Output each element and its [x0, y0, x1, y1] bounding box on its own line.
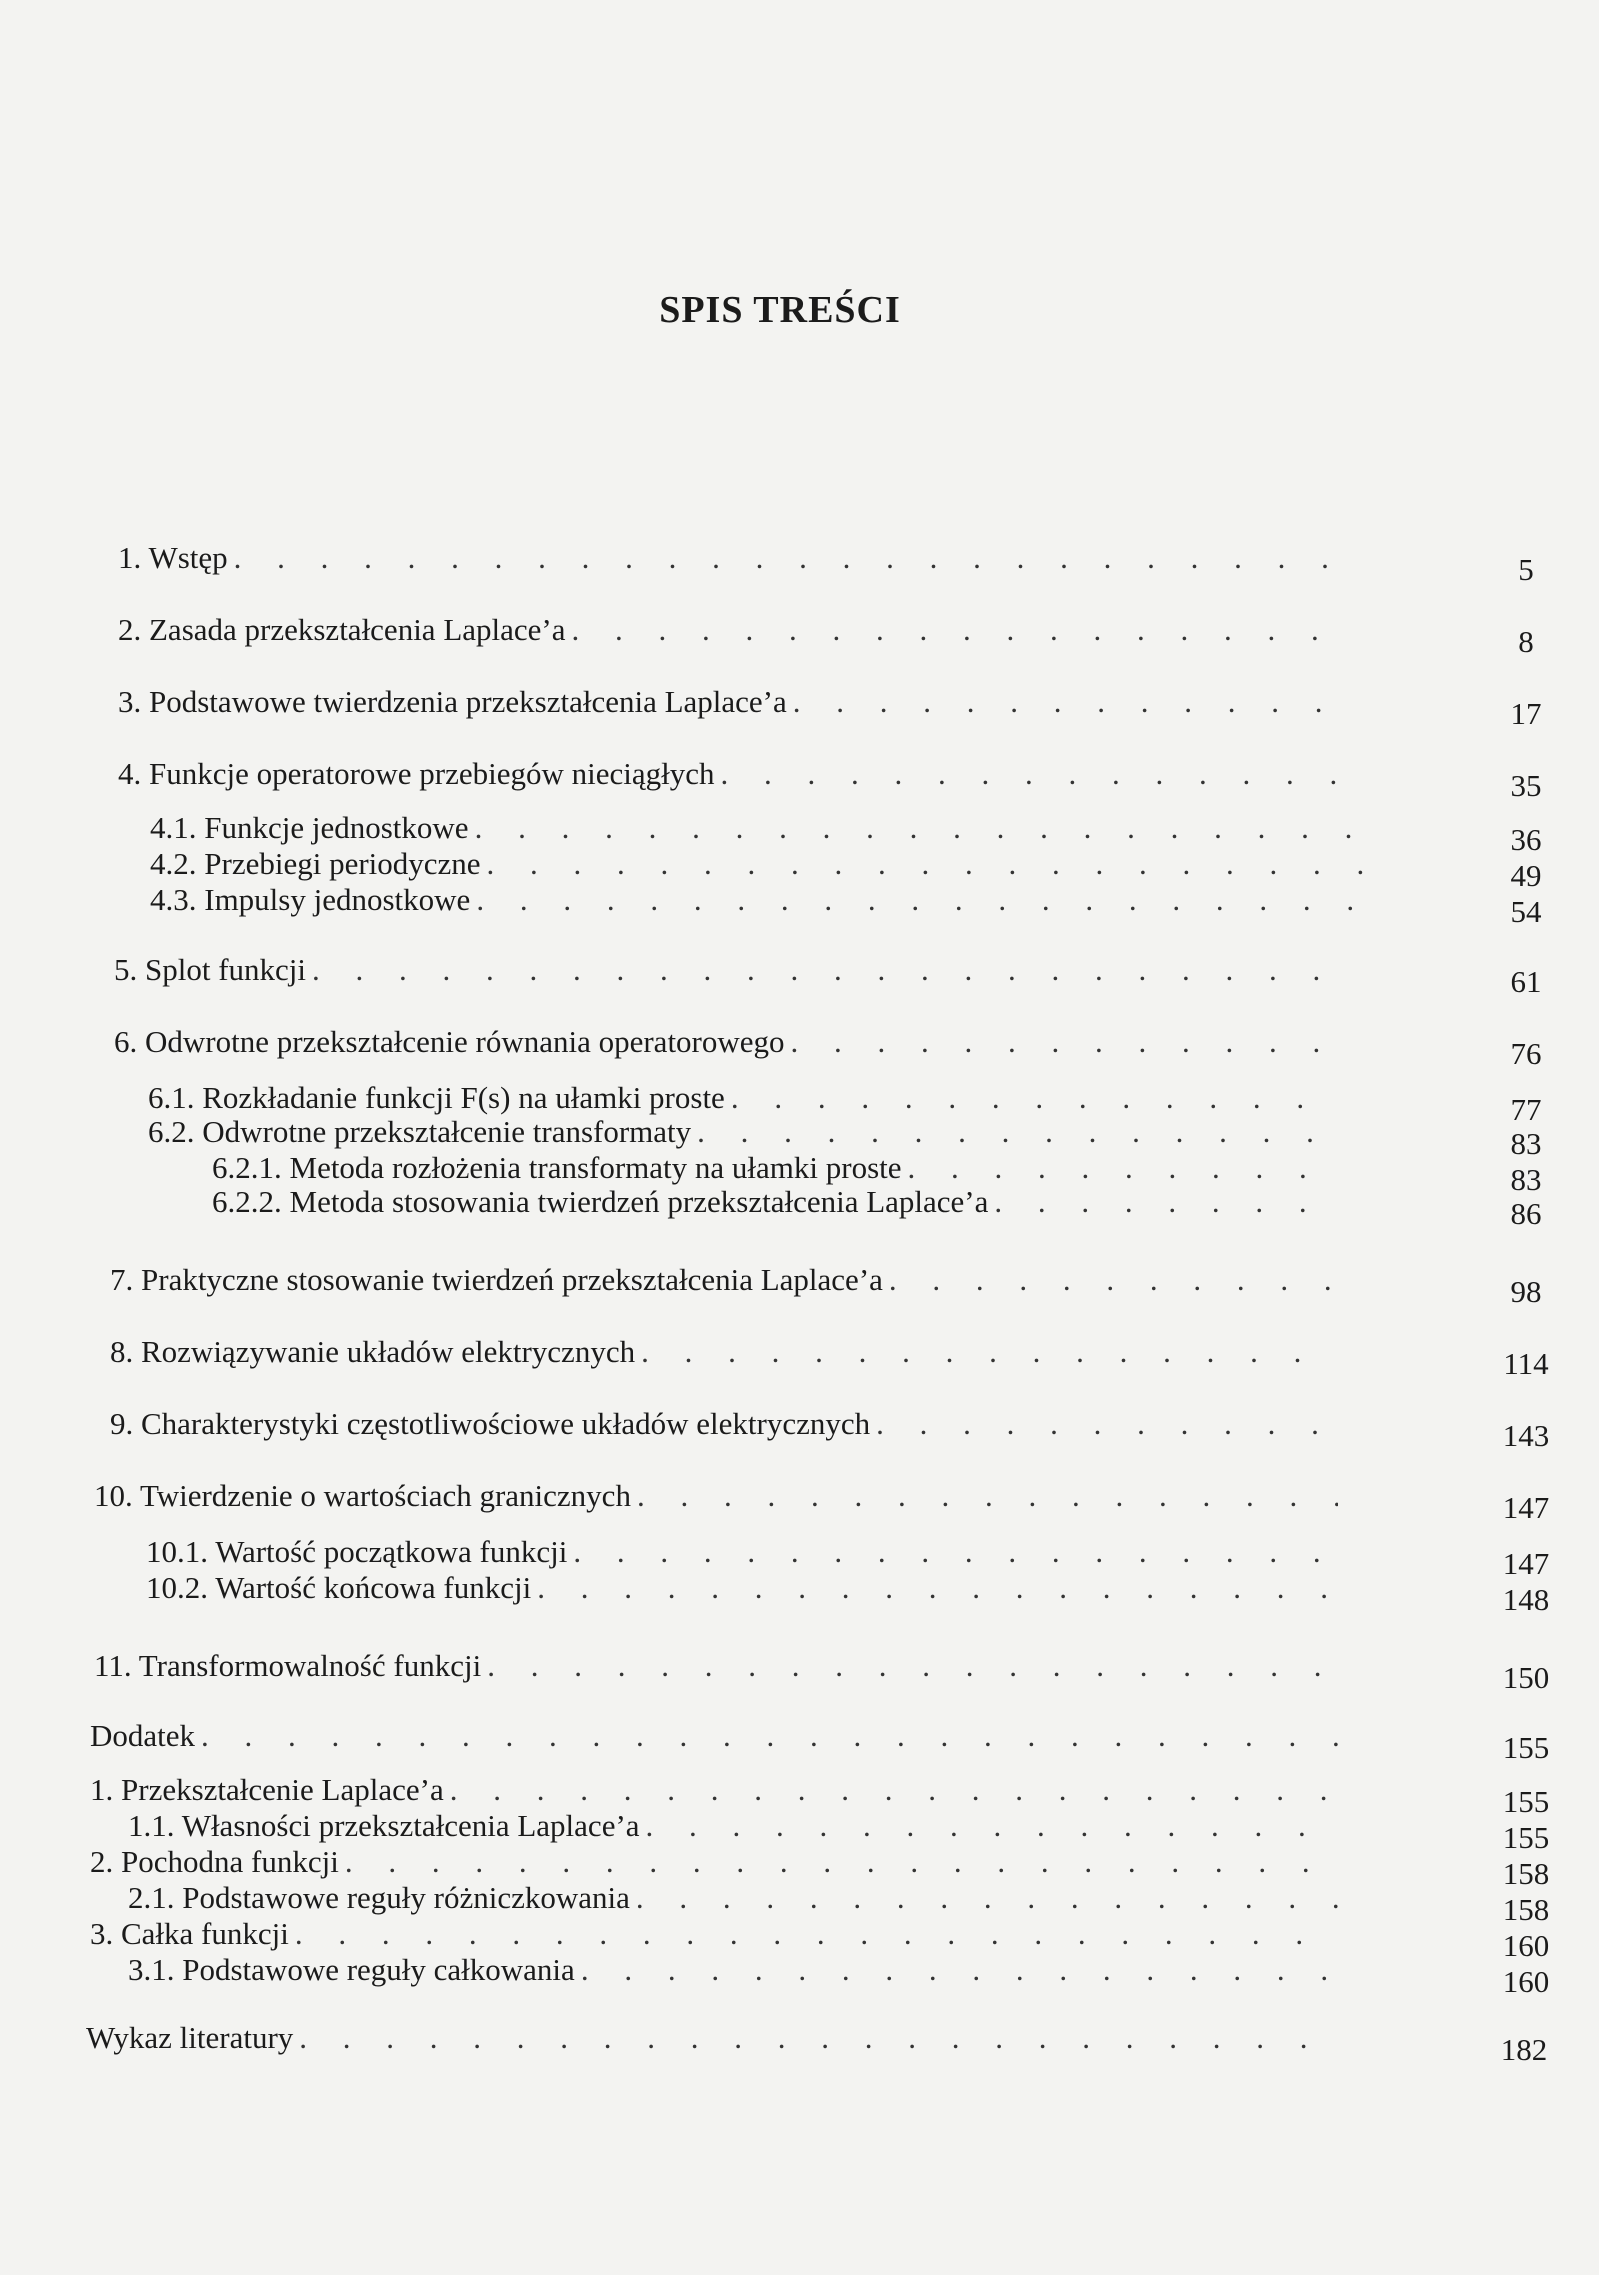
toc-entry-page: 155 [1502, 1784, 1550, 1819]
toc-entry-label: 10. Twierdzenie o wartościach granicznych [94, 1478, 631, 1513]
toc-entry [128, 1952, 1550, 1999]
toc-entry-label: 2.1. Podstawowe reguły różniczkowania [128, 1880, 630, 1915]
toc-entry [90, 1916, 1550, 1963]
toc-entry [86, 2020, 1548, 2067]
leader-dots [299, 2020, 1338, 2056]
toc-entry-label: 11. Transformowalność funkcji [94, 1648, 482, 1683]
toc-entry-page: 158 [1502, 1856, 1550, 1891]
leader-dots [476, 882, 1370, 918]
leader-dots [641, 1334, 1338, 1370]
page-title: SPIS TREŚCI [659, 289, 901, 331]
toc-entry-page: 147 [1502, 1490, 1550, 1525]
toc-entry-page: 147 [1502, 1546, 1550, 1581]
toc-entry-label: 1.1. Własności przekształcenia Laplace’a [128, 1808, 640, 1843]
leader-dots [312, 952, 1338, 988]
toc-entry-page: 150 [1502, 1660, 1550, 1695]
toc-entry-page: 83 [1510, 1126, 1542, 1161]
toc-entry-page: 49 [1510, 858, 1542, 893]
leader-dots [731, 1080, 1338, 1116]
toc-entry-label: 9. Charakterystyki częstotliwościowe układów elektrycznych [110, 1406, 871, 1441]
leader-dots [537, 1570, 1338, 1606]
leader-dots [636, 1880, 1338, 1916]
toc-entry [110, 1334, 1549, 1381]
toc-entry-label: 6.2.1. Metoda rozłożenia transformaty na ułamki proste [212, 1150, 902, 1185]
toc-entry [148, 1080, 1542, 1127]
toc-entry [146, 1534, 1550, 1581]
toc-entry-page: 54 [1510, 894, 1542, 929]
toc-entry-page: 155 [1502, 1820, 1550, 1855]
leader-dots [234, 540, 1338, 576]
toc-entry-label: 1. Wstęp [118, 540, 228, 575]
toc-entry-label: 5. Splot funkcji [114, 952, 307, 987]
toc-entry [146, 1570, 1550, 1617]
toc-entry-page: 83 [1510, 1162, 1542, 1197]
leader-dots [475, 810, 1370, 846]
toc-entry [90, 1772, 1550, 1819]
toc-entry [94, 1648, 1550, 1695]
toc-entry [128, 1880, 1550, 1927]
toc-entry-page: 77 [1510, 1092, 1542, 1127]
toc-entry-label: 2. Pochodna funkcji [90, 1844, 339, 1879]
toc-entry-label: 6.2.2. Metoda stosowania twierdzeń przekształcenia Laplace’a [212, 1184, 989, 1219]
toc-entry-page: 160 [1502, 1928, 1550, 1963]
leader-dots [450, 1772, 1338, 1808]
leader-dots [889, 1262, 1338, 1298]
toc-entry-label: 4.1. Funkcje jednostkowe [150, 810, 469, 845]
toc-entry-page: 158 [1502, 1892, 1550, 1927]
toc-entry-page: 143 [1502, 1418, 1550, 1453]
toc-entry [118, 612, 1534, 659]
toc-entry-label: 6. Odwrotne przekształcenie równania operatorowego [114, 1024, 785, 1059]
toc-entry-page: 76 [1510, 1036, 1542, 1071]
toc-entry [128, 1808, 1550, 1855]
toc-entry-label: 4.2. Przebiegi periodyczne [150, 846, 481, 881]
leader-dots [791, 1024, 1338, 1060]
toc-entry [114, 1024, 1542, 1071]
leader-dots [793, 684, 1338, 720]
toc-entry [118, 684, 1542, 731]
leader-dots [646, 1808, 1338, 1844]
toc-entry-label: Wykaz literatury [86, 2020, 294, 2055]
toc-entry-page: 35 [1510, 768, 1542, 803]
toc-entry-label: 3. Podstawowe twierdzenia przekształcenia Laplace’a [118, 684, 787, 719]
leader-dots [637, 1478, 1338, 1514]
toc-entry [150, 882, 1542, 929]
toc-entry [94, 1478, 1550, 1525]
leader-dots [697, 1114, 1338, 1150]
leader-dots [876, 1406, 1338, 1442]
leader-dots [295, 1916, 1338, 1952]
toc-entry-page: 114 [1503, 1346, 1549, 1381]
toc-entry-label: 4.3. Impulsy jednostkowe [150, 882, 471, 917]
toc-entry [150, 810, 1542, 857]
leader-dots [345, 1844, 1338, 1880]
toc-entry [118, 540, 1534, 587]
leader-dots [721, 756, 1338, 792]
toc-entry-page: 8 [1518, 624, 1534, 659]
toc-entry-label: 1. Przekształcenie Laplace’a [90, 1772, 444, 1807]
toc-entry [90, 1844, 1550, 1891]
leader-dots [581, 1952, 1338, 1988]
toc-entry-label: 6.1. Rozkładanie funkcji F(s) na ułamki proste [148, 1080, 725, 1115]
toc-entry-label: 3.1. Podstawowe reguły całkowania [128, 1952, 575, 1987]
toc-entry-page: 160 [1502, 1964, 1550, 1999]
leader-dots [994, 1184, 1338, 1220]
toc-entry-page: 98 [1510, 1274, 1542, 1309]
toc-entry [110, 1406, 1550, 1453]
toc-entry [90, 1718, 1550, 1765]
toc-entry [114, 952, 1542, 999]
leader-dots [572, 612, 1339, 648]
toc-entry-label: 2. Zasada przekształcenia Laplace’a [118, 612, 566, 647]
toc-entry-label: 4. Funkcje operatorowe przebiegów nieciągłych [118, 756, 715, 791]
toc-entry [148, 1114, 1542, 1161]
toc-entry [212, 1184, 1542, 1231]
leader-dots [487, 1648, 1338, 1684]
toc-entry-page: 148 [1502, 1582, 1550, 1617]
toc-entry-page: 17 [1510, 696, 1542, 731]
toc-entry-label: Dodatek [90, 1718, 196, 1753]
toc-entry-page: 36 [1510, 822, 1542, 857]
toc-entry-page: 5 [1518, 552, 1534, 587]
toc-entry [110, 1262, 1542, 1309]
toc-entry-label: 10.2. Wartość końcowa funkcji [146, 1570, 532, 1605]
toc-entry-page: 86 [1510, 1196, 1542, 1231]
toc-entry [212, 1150, 1542, 1197]
toc-entry-label: 10.1. Wartość początkowa funkcji [146, 1534, 568, 1569]
leader-dots [201, 1718, 1338, 1754]
toc-entry [118, 756, 1542, 803]
leader-dots [487, 846, 1370, 882]
toc-entry-page: 61 [1510, 964, 1542, 999]
toc-entry-label: 8. Rozwiązywanie układów elektrycznych [110, 1334, 636, 1369]
leader-dots [573, 1534, 1338, 1570]
toc-entry-label: 7. Praktyczne stosowanie twierdzeń przekształcenia Laplace’a [110, 1262, 883, 1297]
toc-entry [150, 846, 1542, 893]
toc-entry-label: 3. Całka funkcji [90, 1916, 289, 1951]
toc-entry-page: 182 [1500, 2032, 1548, 2067]
leader-dots [908, 1150, 1338, 1186]
toc-entry-label: 6.2. Odwrotne przekształcenie transformaty [148, 1114, 692, 1149]
toc-entry-page: 155 [1502, 1730, 1550, 1765]
